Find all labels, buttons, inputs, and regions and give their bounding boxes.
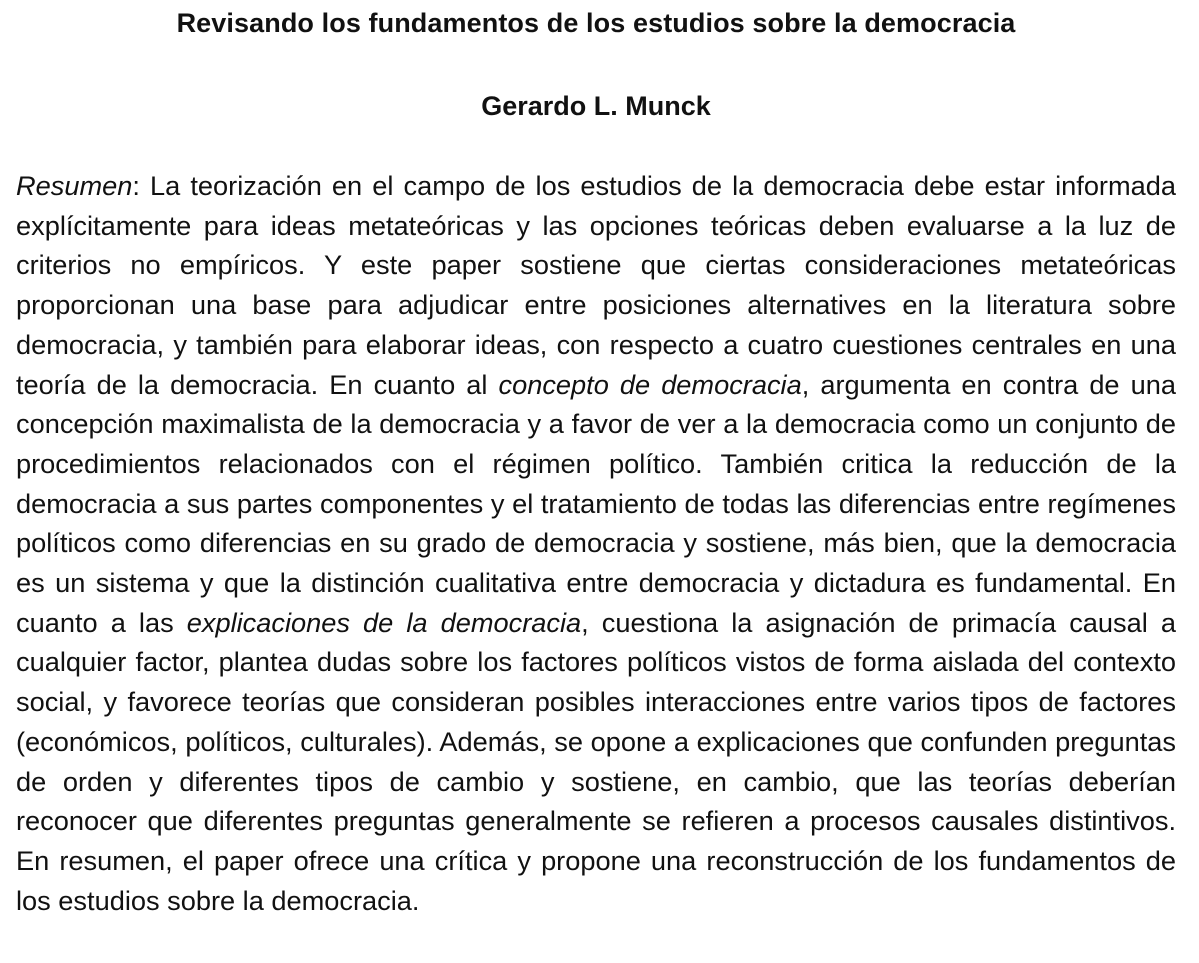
abstract-text-part-2: , argumenta en contra de una concepción maximalista de la democracia y a favor de ver a la democracia como un conjunto de procedimientos relacionados con el régimen político. También critica la reducción de la democracia a sus partes componentes y el tratamiento de todas las diferencias entre regímenes políticos como diferencias en su grado de democracia y sostiene, más bien, que la democracia es un sistema y que la distinción cualitativa entre democracia y dictadura es fundamental. En cuanto a las (16, 368, 1176, 638)
abstract-text-part-3: , cuestiona la asignación de primacía causal a cualquier factor, plantea dudas sobre los factores políticos vistos de forma aislada del contexto social, y favorece teorías que consideran posibles interacciones entre varios tipos de factores (económicos, políticos, culturales). Además, se opone a explicaciones que confunden preguntas de orden y diferentes tipos de cambio y sostiene, en cambio, que las teorías deberían reconocer que diferentes preguntas generalmente se refieren a procesos causales distintivos. En resumen, el paper ofrece una crítica y propone una reconstrucción de los fundamentos de los estudios sobre la democracia. (16, 606, 1176, 916)
paper-title: Revisando los fundamentos de los estudios sobre la democracia (176, 8, 1016, 38)
abstract-label-separator: : (132, 170, 140, 201)
paper-author: Gerardo L. Munck (481, 91, 711, 121)
abstract-label: Resumen (16, 170, 133, 201)
abstract-emphasis-concept: concepto de democracia (498, 368, 802, 400)
abstract-emphasis-explanations: explicaciones de la democracia (186, 606, 582, 638)
abstract-text-part-1: La teorización en el campo de los estudios de la democracia debe estar informada explícitamente para ideas metateóricas y las opciones teóricas deben evaluarse a la luz de criterios no empíricos. Y este paper sostiene que ciertas consideraciones metateóricas proporcionan una base para adjudicar entre posiciones alternatives en la literatura sobre democracia, y también para elaborar ideas, con respecto a cuatro cuestiones centrales en una teoría de la democracia. En cuanto al (16, 170, 1176, 400)
abstract-paragraph (16, 123, 1176, 920)
